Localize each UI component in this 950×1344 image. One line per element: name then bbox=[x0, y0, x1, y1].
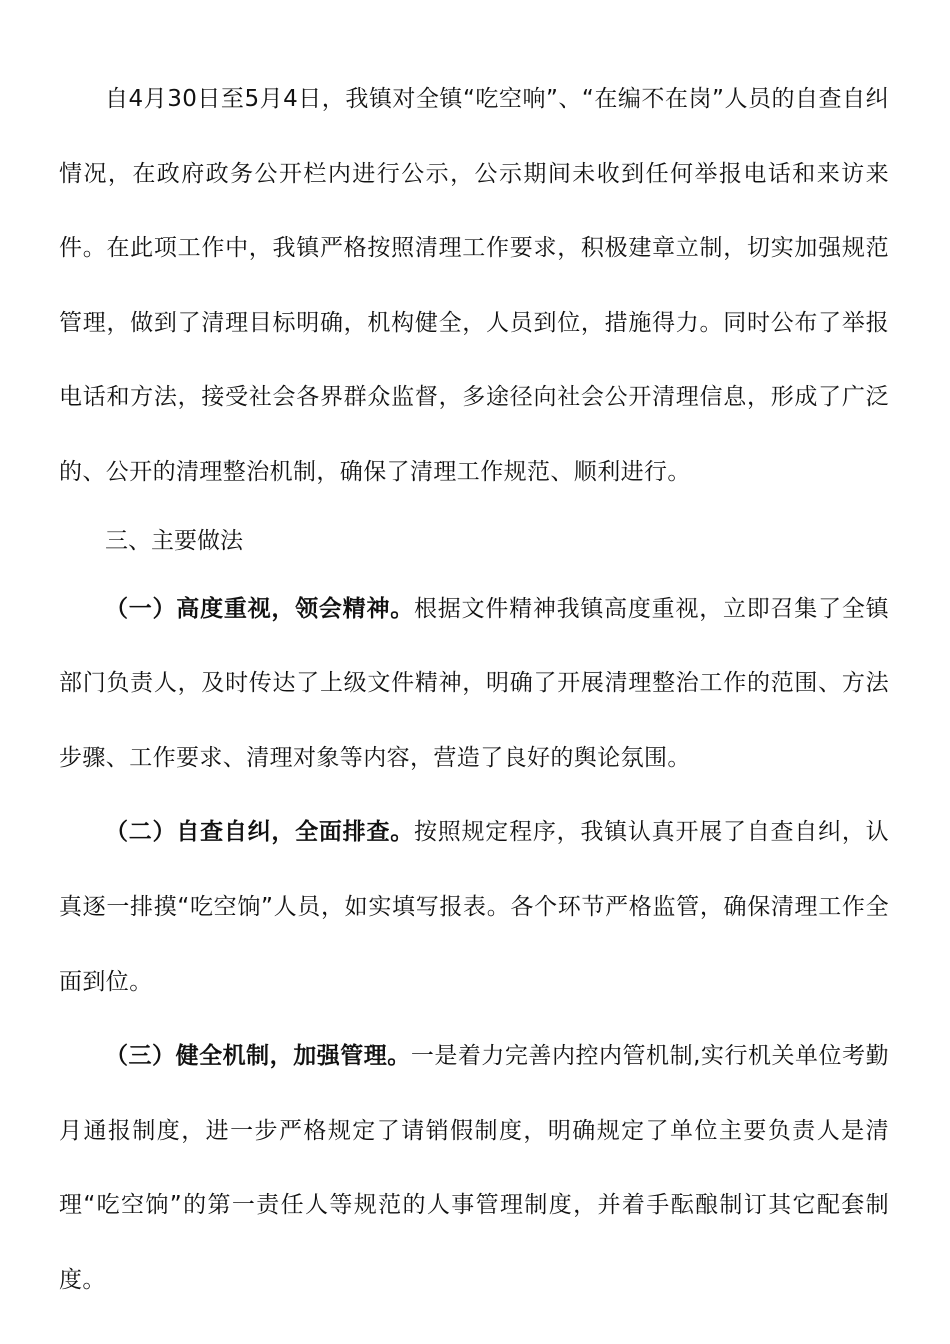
item-paragraph-3 bbox=[59, 1019, 889, 1317]
paragraph-publicity: 自4月30日至5月4日，我镇对全镇“吃空响”、“在编不在岗”人员的自查自纠情况，在政府政务公开栏内进行公示，公示期间未收到任何举报电话和来访来件。在此项工作中，我镇严格按照清理工作要求，积极建章立制，切实加强规范管理，做到了清理目标明确，机构健全，人员到位，措施得力。同时公布了举报电话和方法，接受社会各界群众监督，多途径向社会公开清理信息，形成了广泛的、公开的清理整治机制，确保了清理工作规范、顺利进行。 bbox=[59, 86, 889, 485]
item-paragraph-2 bbox=[59, 795, 889, 1019]
section-heading: 三、主要做法 bbox=[105, 527, 243, 554]
item-body-2: 按照规定程序，我镇认真开展了自查自纠，认真逐一排摸“吃空饷”人员，如实填写报表。各个环节严格监管，确保清理工作全面到位。 bbox=[59, 819, 890, 995]
item-lead-2: （二）自查自纠，全面排查。 bbox=[105, 819, 414, 846]
item-lead-1: （一）高度重视，领会精神。 bbox=[105, 595, 414, 622]
item-paragraph-1 bbox=[59, 572, 889, 796]
item-body-3: 一是着力完善内控内管机制,实行机关单位考勤月通报制度，进一步严格规定了请销假制度，明确规定了单位主要负责人是清理“吃空饷”的第一责任人等规范的人事管理制度，并着手酝酿制订其它配套制度。 bbox=[59, 1043, 889, 1293]
item-lead-3: （三）健全机制，加强管理。 bbox=[105, 1043, 411, 1070]
document-page bbox=[59, 62, 889, 1318]
item-body-1: 根据文件精神我镇高度重视，立即召集了全镇部门负责人，及时传达了上级文件精神，明确了开展清理整治工作的范围、方法步骤、工作要求、清理对象等内容，营造了良好的舆论氛围。 bbox=[59, 595, 890, 771]
